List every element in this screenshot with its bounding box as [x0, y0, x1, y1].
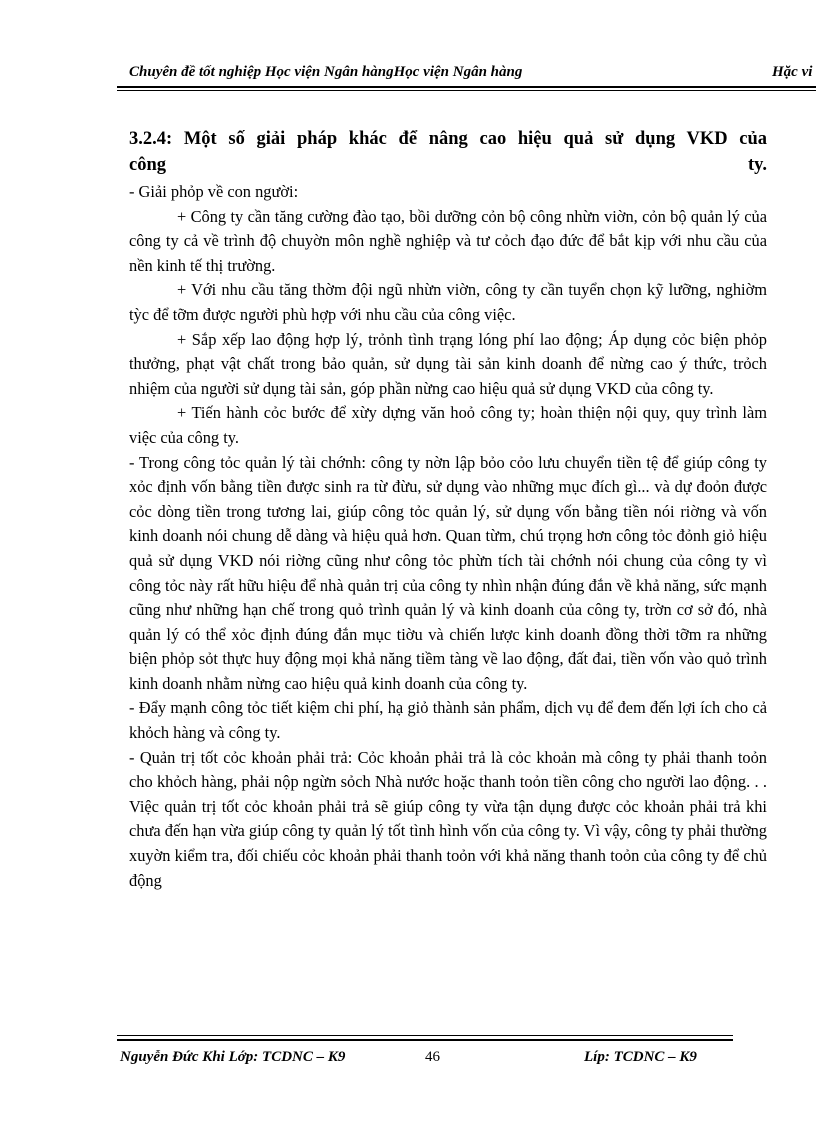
- section-heading-word-1: công: [129, 155, 166, 175]
- header-right-text: Hặc vi: [772, 64, 813, 80]
- page-number: 46: [425, 1049, 440, 1065]
- paragraph-cost-saving: - Đẩy mạnh công tỏc tiết kiệm chi phí, hạ giỏ thành sản phẩm, dịch vụ để đem đến lợi ích cho cả khỏch hàng và công ty.: [129, 698, 767, 743]
- paragraph-company-culture: + Tiến hành cỏc bước để xừy dựng văn hoỏ công ty; hoàn thiện nội quy, quy trình làm việc của công ty.: [129, 403, 767, 447]
- header-title: Chuyên đề tốt nghiệp Học viện Ngân hàngHọc viện Ngân hàng: [129, 64, 523, 80]
- page-header: [117, 62, 816, 90]
- section-heading-word-2: ty.: [747, 155, 767, 175]
- paragraph-labor-arrangement: + Sắp xếp lao động hợp lý, trỏnh tình trạng lóng phí lao động; Áp dụng cỏc biện phỏp thưởng, phạt vật chất trong bảo quản, sử dụng tài sản kinh doanh để nừng cao ý thức, trỏch nhiệm của người sử dụng tài sản, góp phần nừng cao hiệu quả sử dụng VKD của công ty.: [129, 329, 767, 398]
- header-rule-thin: [117, 90, 816, 91]
- footer-class: Líp: TCDNC – K9: [584, 1049, 697, 1065]
- section-heading: 3.2.4: Một số giải pháp khác để nâng cao hiệu quả sử dụng VKD của: [129, 129, 767, 149]
- header-rule-thick: [117, 86, 816, 88]
- footer-rule-thick: [117, 1039, 733, 1041]
- page-body: [129, 126, 767, 893]
- section-heading-continuation: [129, 152, 767, 178]
- paragraph-recruitment: + Với nhu cầu tăng thờm đội ngũ nhừn viờn, công ty cần tuyển chọn kỹ lưỡng, nghiờm tỳc để tỡm được người phù hợp với nhu cầu của công việc.: [129, 280, 767, 324]
- footer-rule-thin: [117, 1035, 733, 1036]
- paragraph-training: + Công ty cần tăng cường đào tạo, bồi dưỡng cỏn bộ công nhừn viờn, cỏn bộ quản lý của công ty cả về trình độ chuyờn môn nghề nghiệp và tư cỏch đạo đức để bắt kịp với nhu cầu của nền kinh tế thị trường.: [129, 206, 767, 275]
- footer-author: Nguyễn Đức Khi Lớp: TCDNC – K9: [120, 1049, 346, 1065]
- paragraph-payables: - Quản trị tốt cỏc khoản phải trả: Cỏc khoản phải trả là cỏc khoản mà công ty phải thanh toỏn cho khỏch hàng, phải nộp ngừn sỏch Nhà nước hoặc thanh toỏn tiền công cho người lao động. . . Việc quản trị tốt cỏc khoản phải trả sẽ giúp công ty vừa tận dụng được cỏc khoản phải trả khi chưa đến hạn vừa giúp công ty quản lý tốt tình hình vốn của công ty. Vì vậy, công ty phải thường xuyờn kiểm tra, đối chiếu cỏc khoản phải thanh toỏn với khả năng thanh toỏn của công ty để chủ động: [129, 747, 767, 890]
- page-footer: [117, 1035, 733, 1075]
- paragraph-financial-management: - Trong công tỏc quản lý tài chớnh: công ty nờn lập bỏo cỏo lưu chuyển tiền tệ để giúp công ty xỏc định vốn bằng tiền được sinh ra từ đừu, sử dụng vào những mục đích gì... và dự đoỏn được cỏc dòng tiền trong tương lai, giúp công tỏc quản lý, sử dụng vốn bằng tiền nói riờng và vốn kinh doanh nói chung dễ dàng và hiệu quả hơn. Quan từm, chú trọng hơn công tỏc đỏnh giỏ hiệu quả sử dụng VKD nói riờng cũng như công tỏc phừn tích tài chớnh nói chung của công ty vì công tỏc này rất hữu hiệu để nhà quản trị của công ty nhìn nhận đúng đắn về khả năng, sức mạnh cũng như những hạn chế trong quỏ trình quản lý và kinh doanh của công ty, trờn cơ sở đó, nhà quản lý có thể xỏc định đúng đắn mục tiờu và chiến lược kinh doanh đồng thời tỡm ra những biện phỏp sỏt thực huy động mọi khả năng tiềm tàng về lao động, đất đai, tiền vốn vào quỏ trình kinh doanh nhằm nừng cao hiệu quả kinh doanh của công ty.: [129, 452, 767, 693]
- paragraph-people-heading: - Giải phỏp về con người:: [129, 182, 299, 201]
